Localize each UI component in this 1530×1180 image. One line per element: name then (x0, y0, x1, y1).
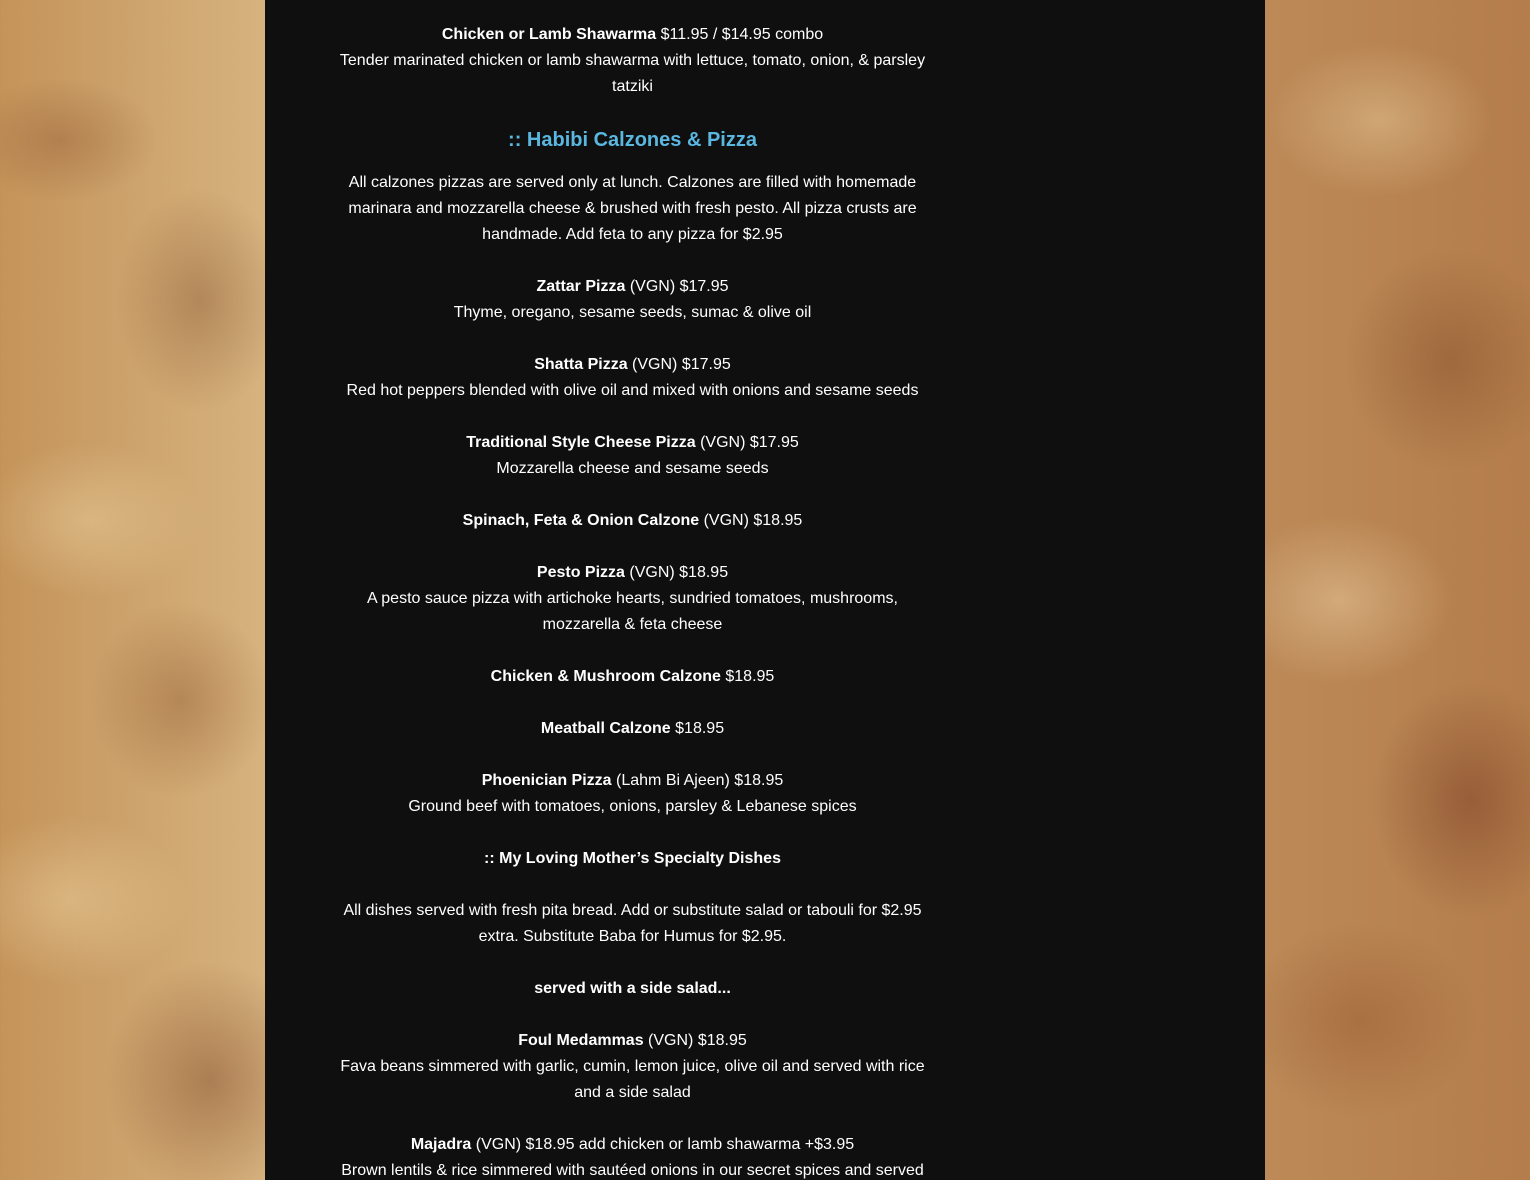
menu-item-price: (VGN) $17.95 (700, 434, 799, 451)
menu-item (338, 560, 927, 638)
menu-item (338, 768, 927, 820)
menu-item-title-line (338, 430, 927, 456)
menu-item-name: Zattar Pizza (536, 278, 626, 295)
menu-item (338, 1028, 927, 1106)
menu-item-name: Foul Medammas (518, 1032, 644, 1049)
menu-column (338, 22, 927, 1180)
menu-item (338, 352, 927, 404)
menu-item-price: (VGN) $18.95 (629, 564, 729, 581)
menu-item-title-line (338, 664, 927, 690)
menu-item-price: (VGN) $18.95 (703, 512, 803, 529)
section-heading-calzones-pizza: :: Habibi Calzones & Pizza (508, 129, 757, 151)
menu-item-description: Mozzarella cheese and sesame seeds (496, 460, 769, 477)
menu-item-title-line (338, 768, 927, 794)
menu-item-name: Phoenician Pizza (481, 772, 612, 789)
menu-item-title-line (338, 508, 927, 534)
menu-item-title-line (338, 274, 927, 300)
menu-item-description: Fava beans simmered with garlic, cumin, lemon juice, olive oil and served with rice and a side salad (340, 1058, 925, 1101)
menu-item-price: (VGN) $17.95 (629, 278, 729, 295)
menu-item (338, 274, 927, 326)
menu-item-description: Thyme, oregano, sesame seeds, sumac & olive oil (453, 304, 812, 321)
menu-item-name: Traditional Style Cheese Pizza (466, 434, 696, 451)
menu-item-description: A pesto sauce pizza with artichoke hearts, sundried tomatoes, mushrooms, mozzarella & feta cheese (367, 590, 898, 633)
menu-item-title-line (338, 560, 927, 586)
menu-item-title-line (338, 1028, 927, 1054)
menu-item-name: Majadra (410, 1136, 472, 1153)
menu-item-description: Brown lentils & rice simmered with sautéed onions in our secret spices and served (341, 1162, 924, 1179)
menu-item (338, 716, 927, 742)
menu-item-price: (VGN) $18.95 (648, 1032, 747, 1049)
menu-item-name: Chicken or Lamb Shawarma (441, 26, 657, 43)
menu-item-title-line (338, 352, 927, 378)
menu-item (338, 508, 927, 534)
menu-item-title-line (338, 716, 927, 742)
menu-item-price: $11.95 / $14.95 combo (660, 26, 824, 43)
section-intro: All calzones pizzas are served only at lunch. Calzones are filled with homemade marinara and mozzarella cheese & brushed with fresh pesto. All pizza crusts are handmade. Add feta to any pizza for $2.95 (348, 174, 917, 243)
menu-item-title-line (338, 22, 927, 48)
menu-item-name: Chicken & Mushroom Calzone (490, 668, 721, 685)
menu-item-description: Tender marinated chicken or lamb shawarma with lettuce, tomato, onion, & parsley tatziki (339, 52, 926, 95)
menu-item (338, 430, 927, 482)
menu-item-title-line (338, 1132, 927, 1158)
content-panel (265, 0, 1265, 1180)
menu-item-description: Red hot peppers blended with olive oil and mixed with onions and sesame seeds (346, 382, 919, 399)
menu-item-price: (Lahm Bi Ajeen) $18.95 (616, 772, 784, 789)
menu-item (338, 1132, 927, 1180)
section-heading-mothers-specialty: :: My Loving Mother’s Specialty Dishes (484, 850, 781, 867)
menu-item-description: Ground beef with tomatoes, onions, parsley & Lebanese spices (408, 798, 857, 815)
menu-item-name: Shatta Pizza (534, 356, 628, 373)
menu-item (338, 22, 927, 100)
section-subheading: served with a side salad... (534, 980, 731, 997)
menu-item-price: $18.95 (725, 668, 775, 685)
menu-item (338, 664, 927, 690)
menu-item-name: Pesto Pizza (536, 564, 625, 581)
menu-item-name: Meatball Calzone (540, 720, 671, 737)
menu-item-name: Spinach, Feta & Onion Calzone (462, 512, 700, 529)
menu-item-price: $18.95 (675, 720, 725, 737)
menu-item-price: (VGN) $18.95 add chicken or lamb shawarma +$3.95 (475, 1136, 855, 1153)
menu-item-price: (VGN) $17.95 (632, 356, 731, 373)
section-intro: All dishes served with fresh pita bread. Add or substitute salad or tabouli for $2.95 extra. Substitute Baba for Humus for $2.95. (343, 902, 922, 945)
